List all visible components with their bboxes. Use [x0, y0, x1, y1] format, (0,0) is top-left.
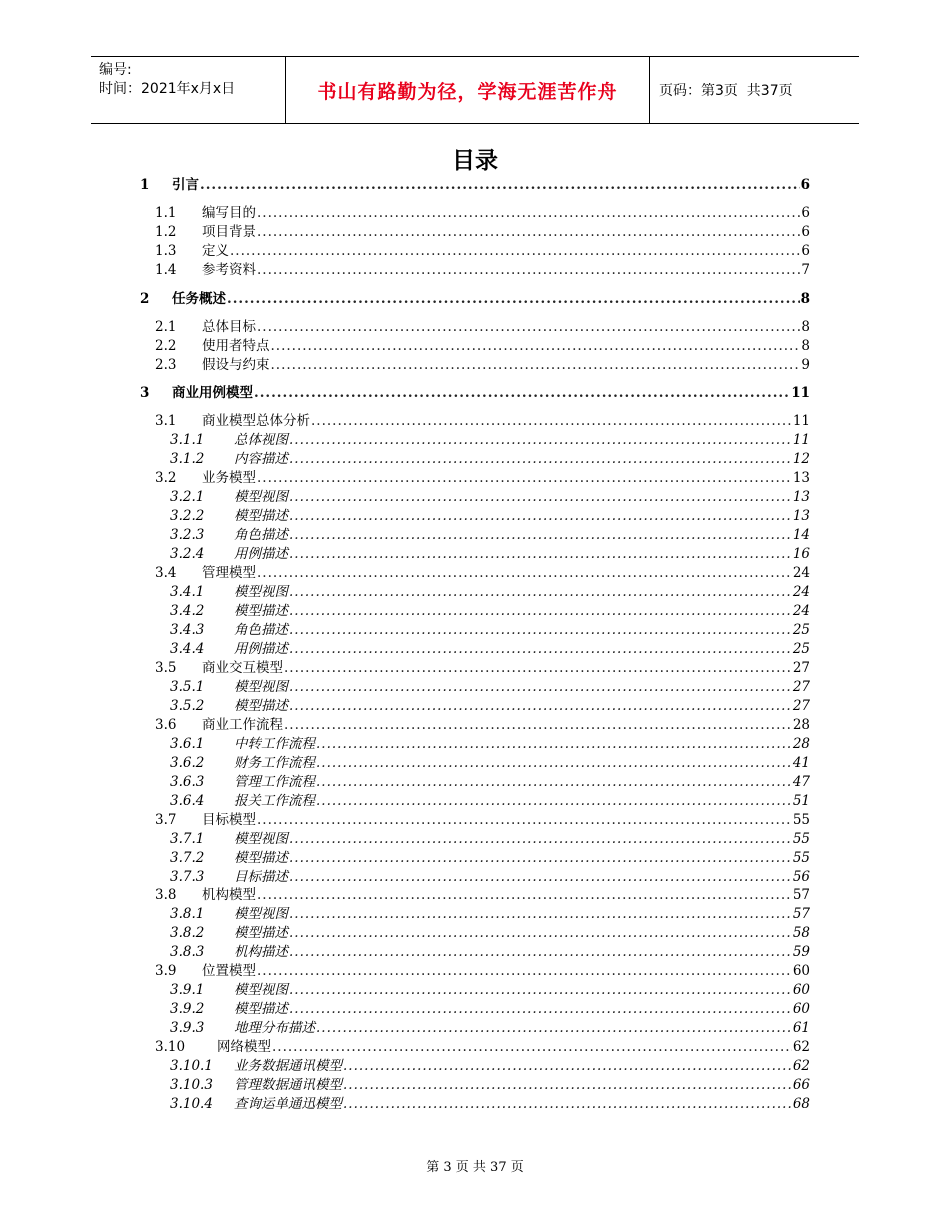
toc-entry-page: 51 — [792, 793, 810, 809]
toc-leader-dots — [289, 431, 792, 450]
toc-leader-dots — [289, 924, 792, 943]
header-motto: 书山有路勤为径，学海无涯苦作舟 — [286, 57, 650, 123]
toc-entry-number: 3.8 — [155, 887, 177, 903]
toc-entry-title: 商业工作流程 — [202, 717, 283, 733]
toc-leader-dots — [316, 754, 792, 773]
toc-leader-dots — [311, 412, 792, 431]
toc-entry-page: 8 — [800, 291, 810, 307]
toc-entry-number: 3.6.3 — [170, 774, 205, 790]
toc-entry-title: 使用者特点 — [202, 338, 270, 354]
toc-entry[interactable] — [155, 659, 810, 678]
toc-leader-dots — [257, 886, 792, 905]
toc-entry-title: 模型描述 — [234, 603, 288, 619]
toc-entry[interactable] — [155, 564, 810, 583]
toc-entry[interactable] — [155, 223, 810, 242]
toc-leader-dots — [289, 583, 792, 602]
toc-entry-page: 28 — [792, 736, 810, 752]
toc-leader-dots — [343, 1076, 792, 1095]
toc-entry-number: 3.9.3 — [170, 1020, 205, 1036]
toc-entry-title: 商业交互模型 — [202, 660, 283, 676]
toc-entry-title: 财务工作流程 — [234, 755, 315, 771]
toc-entry-title: 总体目标 — [202, 319, 256, 335]
toc-leader-dots — [257, 564, 792, 583]
toc-entry-page: 55 — [792, 850, 810, 866]
toc-entry-page: 16 — [792, 546, 810, 562]
toc-leader-dots — [257, 811, 792, 830]
toc-entry-page: 7 — [801, 262, 810, 278]
toc-entry[interactable] — [170, 905, 810, 924]
toc-entry-number: 3.10.1 — [170, 1058, 213, 1074]
toc-entry[interactable] — [155, 962, 810, 981]
toc-entry[interactable] — [170, 526, 810, 545]
toc-leader-dots — [316, 773, 792, 792]
toc-entry-number: 3.5.2 — [170, 698, 205, 714]
toc-entry-page: 8 — [801, 338, 810, 354]
toc-leader-dots — [284, 659, 792, 678]
toc-leader-dots — [289, 526, 792, 545]
toc-leader-dots — [289, 640, 792, 659]
toc-entry-number: 3.5 — [155, 660, 177, 676]
toc-entry-number: 3.6.2 — [170, 755, 205, 771]
toc-entry-page: 55 — [792, 831, 810, 847]
toc-entry-page: 58 — [792, 925, 810, 941]
toc-entry-number: 3.9 — [155, 963, 177, 979]
toc-entry-title: 模型视图 — [234, 982, 288, 998]
toc-entry[interactable] — [170, 450, 810, 469]
toc-entry-title: 地理分布描述 — [234, 1020, 315, 1036]
toc-entry-page: 61 — [792, 1020, 810, 1036]
toc-entry[interactable] — [155, 412, 810, 431]
toc-entry-title: 定义 — [202, 243, 229, 259]
toc-entry-title: 模型视图 — [234, 584, 288, 600]
toc-entry-title: 模型视图 — [234, 831, 288, 847]
toc-entry-page: 62 — [792, 1039, 810, 1055]
toc-entry-title: 机构模型 — [202, 887, 256, 903]
toc-entry-number: 3.2.2 — [170, 508, 205, 524]
toc-entry[interactable] — [170, 773, 810, 792]
toc-entry-page: 6 — [801, 224, 810, 240]
toc-entry-page: 68 — [792, 1096, 810, 1112]
toc-entry[interactable] — [170, 1076, 810, 1095]
toc-entry-title: 管理工作流程 — [234, 774, 315, 790]
toc-leader-dots — [230, 242, 800, 261]
toc-entry[interactable] — [170, 981, 810, 1000]
toc-entry-page: 11 — [792, 432, 810, 448]
toc-leader-dots — [289, 621, 792, 640]
header-page-info-cell — [650, 57, 859, 123]
toc-entry[interactable] — [155, 318, 810, 337]
toc-entry-title: 业务模型 — [202, 470, 256, 486]
toc-entry-page: 28 — [792, 717, 810, 733]
toc-entry[interactable] — [170, 1095, 810, 1114]
toc-leader-dots — [227, 290, 800, 309]
toc-entry[interactable] — [170, 488, 810, 507]
toc-entry[interactable] — [170, 1057, 810, 1076]
toc-entry[interactable] — [170, 943, 810, 962]
toc-entry-number: 2.3 — [155, 357, 177, 373]
toc-entry-title: 中转工作流程 — [234, 736, 315, 752]
toc-entry-number: 3.2.1 — [170, 489, 205, 505]
toc-entry-number: 3.10.3 — [170, 1077, 213, 1093]
toc-entry-title: 模型视图 — [234, 906, 288, 922]
toc-entry-number: 3.10 — [155, 1039, 186, 1055]
toc-entry-page: 11 — [791, 385, 810, 401]
toc-entry-page: 8 — [801, 319, 810, 335]
toc-leader-dots — [343, 1095, 792, 1114]
toc-entry-page: 24 — [792, 603, 810, 619]
toc-entry-number: 3.4.1 — [170, 584, 205, 600]
toc-entry-page: 24 — [792, 565, 810, 581]
header-time-label: 时间：2021年x月x日 — [99, 81, 236, 97]
toc-entry-number: 3.7 — [155, 812, 177, 828]
toc-entry[interactable] — [170, 507, 810, 526]
toc-entry-title: 网络模型 — [217, 1039, 271, 1055]
toc-entry[interactable] — [155, 716, 810, 735]
toc-entry-title: 用例描述 — [234, 641, 288, 657]
toc-entry-page: 59 — [792, 944, 810, 960]
toc-entry-number: 3.2.4 — [170, 546, 205, 562]
toc-entry-page: 41 — [792, 755, 810, 771]
toc-entry-number: 3.1.2 — [170, 451, 205, 467]
toc-entry-page: 47 — [792, 774, 810, 790]
toc-entry-title: 模型描述 — [234, 1001, 288, 1017]
toc-leader-dots — [271, 356, 801, 375]
toc-entry-page: 62 — [792, 1058, 810, 1074]
toc-entry-page: 66 — [792, 1077, 810, 1093]
toc-entry[interactable] — [155, 886, 810, 905]
toc-entry-number: 3.6.1 — [170, 736, 205, 752]
toc-title: 目录 — [452, 148, 498, 174]
toc-entry-page: 6 — [801, 205, 810, 221]
toc-entry-number: 3.4.2 — [170, 603, 205, 619]
toc-leader-dots — [289, 450, 792, 469]
toc-entry-title: 假设与约束 — [202, 357, 270, 373]
toc-entry[interactable] — [170, 697, 810, 716]
toc-entry-title: 内容描述 — [234, 451, 288, 467]
toc-entry-title: 位置模型 — [202, 963, 256, 979]
toc-entry-title: 引言 — [172, 177, 199, 193]
toc-entry-number: 3.7.2 — [170, 850, 205, 866]
toc-entry-page: 60 — [792, 982, 810, 998]
toc-entry[interactable] — [155, 469, 810, 488]
toc-entry-page: 6 — [800, 177, 810, 193]
toc-entry[interactable] — [170, 1000, 810, 1019]
toc-entry-page: 12 — [792, 451, 810, 467]
toc-entry-number: 1.3 — [155, 243, 177, 259]
toc-entry-page: 13 — [792, 508, 810, 524]
toc-entry-number: 1.4 — [155, 262, 177, 278]
toc-entry-page: 14 — [792, 527, 810, 543]
toc-entry-title: 商业用例模型 — [172, 385, 253, 401]
toc-entry-title: 模型描述 — [234, 698, 288, 714]
toc-leader-dots — [289, 602, 792, 621]
toc-entry-page: 27 — [792, 698, 810, 714]
toc-entry-title: 目标模型 — [202, 812, 256, 828]
toc-entry-number: 3.7.1 — [170, 831, 205, 847]
toc-entry-title: 编写目的 — [202, 205, 256, 221]
toc-entry[interactable] — [140, 290, 810, 309]
toc-entry-number: 3.1.1 — [170, 432, 205, 448]
toc-leader-dots — [257, 318, 800, 337]
toc-leader-dots — [257, 469, 792, 488]
toc-entry-number: 3.2.3 — [170, 527, 205, 543]
toc-leader-dots — [289, 905, 792, 924]
toc-entry-number: 3.10.4 — [170, 1096, 213, 1112]
toc-leader-dots — [257, 223, 800, 242]
toc-entry-number: 3.6.4 — [170, 793, 205, 809]
toc-leader-dots — [289, 830, 792, 849]
toc-entry-title: 模型描述 — [234, 925, 288, 941]
toc-entry-number: 3.2 — [155, 470, 177, 486]
toc-entry[interactable] — [155, 811, 810, 830]
toc-leader-dots — [289, 697, 792, 716]
toc-entry-number: 3.1 — [155, 413, 177, 429]
toc-leader-dots — [200, 176, 800, 195]
toc-leader-dots — [284, 716, 792, 735]
toc-leader-dots — [289, 507, 792, 526]
toc-entry-title: 商业模型总体分析 — [202, 413, 310, 429]
toc-entry[interactable] — [155, 261, 810, 280]
toc-entry-title: 参考资料 — [202, 262, 256, 278]
toc-entry-number: 3.4.4 — [170, 641, 205, 657]
toc-entry-page: 57 — [792, 887, 810, 903]
toc-entry-number: 1 — [140, 177, 150, 193]
toc-entry-number: 2.2 — [155, 338, 177, 354]
toc-entry-title: 管理数据通讯模型 — [234, 1077, 342, 1093]
toc-leader-dots — [289, 943, 792, 962]
toc-entry-number: 3.4.3 — [170, 622, 205, 638]
toc-entry-page: 25 — [792, 622, 810, 638]
toc-entry-title: 角色描述 — [234, 622, 288, 638]
toc-leader-dots — [316, 792, 792, 811]
toc-leader-dots — [289, 868, 792, 887]
toc-entry-title: 机构描述 — [234, 944, 288, 960]
toc-entry-number: 3.8.2 — [170, 925, 205, 941]
toc-entry-title: 任务概述 — [172, 291, 226, 307]
toc-entry-page: 60 — [792, 963, 810, 979]
toc-leader-dots — [316, 735, 792, 754]
toc-leader-dots — [272, 1038, 792, 1057]
toc-entry-number: 3.6 — [155, 717, 177, 733]
toc-leader-dots — [289, 1000, 792, 1019]
toc-entry-title: 用例描述 — [234, 546, 288, 562]
toc-entry[interactable] — [170, 602, 810, 621]
toc-leader-dots — [289, 488, 792, 507]
toc-entry[interactable] — [140, 384, 810, 403]
toc-leader-dots — [289, 849, 792, 868]
toc-entry-number: 1.1 — [155, 205, 177, 221]
toc-leader-dots — [257, 261, 800, 280]
toc-entry[interactable] — [170, 924, 810, 943]
toc-entry-number: 3.8.1 — [170, 906, 205, 922]
toc-leader-dots — [271, 337, 801, 356]
toc-entry[interactable] — [140, 176, 810, 195]
toc-entry-title: 模型描述 — [234, 850, 288, 866]
toc-entry[interactable] — [170, 868, 810, 887]
toc-entry-number: 3.5.1 — [170, 679, 205, 695]
toc-entry-number: 3.8.3 — [170, 944, 205, 960]
toc-entry-title: 管理模型 — [202, 565, 256, 581]
toc-entry-number: 2 — [140, 291, 150, 307]
toc-entry-page: 9 — [801, 357, 810, 373]
toc-entry-page: 25 — [792, 641, 810, 657]
toc-entry-title: 报关工作流程 — [234, 793, 315, 809]
toc-entry-title: 目标描述 — [234, 869, 288, 885]
toc-leader-dots — [257, 962, 792, 981]
toc-entry[interactable] — [155, 337, 810, 356]
toc-entry-page: 60 — [792, 1001, 810, 1017]
header-page-info: 页码：第3页 共37页 — [659, 83, 793, 99]
toc-entry[interactable] — [170, 640, 810, 659]
toc-entry[interactable] — [155, 1038, 810, 1057]
toc-entry-number: 3.4 — [155, 565, 177, 581]
toc-entry-number: 1.2 — [155, 224, 177, 240]
toc-entry[interactable] — [170, 583, 810, 602]
toc-leader-dots — [289, 981, 792, 1000]
toc-entry[interactable] — [155, 204, 810, 223]
toc-leader-dots — [343, 1057, 792, 1076]
toc-entry[interactable] — [170, 754, 810, 773]
toc-entry-number: 3 — [140, 385, 150, 401]
toc-entry[interactable] — [170, 792, 810, 811]
toc-entry-page: 24 — [792, 584, 810, 600]
toc-entry-page: 6 — [801, 243, 810, 259]
toc-entry-page: 57 — [792, 906, 810, 922]
toc-entry-page: 55 — [792, 812, 810, 828]
toc-entry-page: 27 — [792, 660, 810, 676]
page-header — [91, 56, 859, 124]
toc-leader-dots — [289, 678, 792, 697]
toc-entry[interactable] — [170, 431, 810, 450]
toc-entry-page: 27 — [792, 679, 810, 695]
toc-entry[interactable] — [155, 242, 810, 261]
header-number-label: 编号: — [99, 62, 132, 78]
toc-entry[interactable] — [155, 356, 810, 375]
toc-entry-title: 模型视图 — [234, 489, 288, 505]
toc-entry-number: 3.9.2 — [170, 1001, 205, 1017]
toc-entry[interactable] — [170, 830, 810, 849]
toc-entry-title: 总体视图 — [234, 432, 288, 448]
toc-leader-dots — [316, 1019, 792, 1038]
toc-leader-dots — [289, 545, 792, 564]
toc-entry-page: 13 — [792, 470, 810, 486]
toc-entry-page: 56 — [792, 869, 810, 885]
toc-entry[interactable] — [170, 678, 810, 697]
toc-entry[interactable] — [170, 545, 810, 564]
toc-entry[interactable] — [170, 735, 810, 754]
toc-entry[interactable] — [170, 849, 810, 868]
toc-leader-dots — [257, 204, 800, 223]
toc-entry-title: 业务数据通讯模型 — [234, 1058, 342, 1074]
toc-entry-title: 查询运单通迅模型 — [234, 1096, 342, 1112]
header-meta — [91, 57, 286, 123]
toc-entry-page: 11 — [792, 413, 810, 429]
toc-leader-dots — [254, 384, 790, 403]
page-footer: 第 3 页 共 37 页 — [426, 1160, 524, 1175]
toc-entry-title: 角色描述 — [234, 527, 288, 543]
toc-entry-number: 2.1 — [155, 319, 177, 335]
toc-entry-title: 模型视图 — [234, 679, 288, 695]
toc-entry-number: 3.9.1 — [170, 982, 205, 998]
toc-entry-title: 模型描述 — [234, 508, 288, 524]
toc-entry-page: 13 — [792, 489, 810, 505]
toc-entry[interactable] — [170, 1019, 810, 1038]
toc-entry-number: 3.7.3 — [170, 869, 205, 885]
toc-entry-title: 项目背景 — [202, 224, 256, 240]
toc-entry[interactable] — [170, 621, 810, 640]
